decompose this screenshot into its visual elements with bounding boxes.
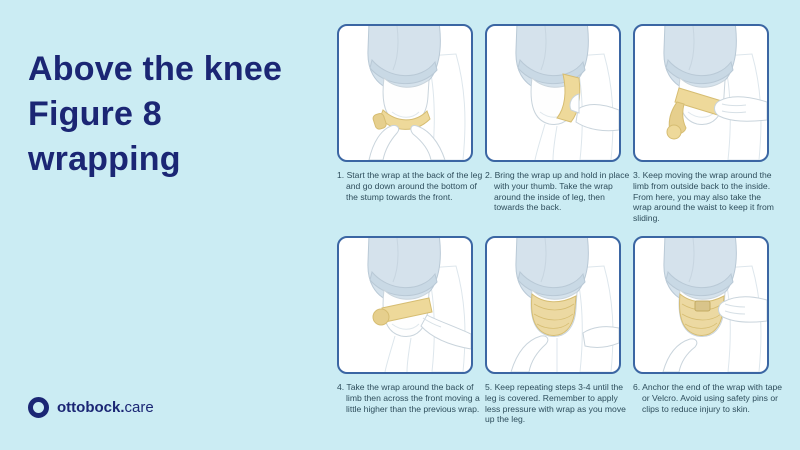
steps-grid bbox=[337, 24, 783, 448]
brand-logo bbox=[28, 397, 154, 418]
step-3-illustration bbox=[635, 26, 767, 160]
step-2-panel bbox=[485, 24, 621, 162]
ottobock-ring-icon bbox=[28, 397, 49, 418]
step-3-panel bbox=[633, 24, 769, 162]
step-3 bbox=[633, 24, 774, 236]
step-5 bbox=[485, 236, 626, 448]
step-6-panel bbox=[633, 236, 769, 374]
brand-name: ottobock.care bbox=[57, 399, 154, 416]
step-1-caption: 1. Start the wrap at the back of the leg and go down around the bottom of the stump towards the front. bbox=[337, 170, 483, 202]
step-2-illustration bbox=[487, 26, 619, 160]
step-5-caption: 5. Keep repeating steps 3-4 until the leg is covered. Remember to apply less pressure with wrap as you move up the leg. bbox=[485, 382, 626, 425]
step-4-illustration bbox=[339, 238, 471, 372]
step-6 bbox=[633, 236, 783, 448]
step-5-panel bbox=[485, 236, 621, 374]
step-1 bbox=[337, 24, 483, 236]
step-4-panel bbox=[337, 236, 473, 374]
step-6-illustration bbox=[635, 238, 767, 372]
step-5-illustration bbox=[487, 238, 619, 372]
step-1-illustration bbox=[339, 26, 471, 160]
step-2-caption: 2. Bring the wrap up and hold in place with your thumb. Take the wrap around the inside of leg, then towards the back. bbox=[485, 170, 630, 213]
step-4-caption: 4. Take the wrap around the back of limb then across the front moving a little higher than the previous wrap. bbox=[337, 382, 480, 414]
step-1-panel bbox=[337, 24, 473, 162]
step-2 bbox=[485, 24, 630, 236]
step-4 bbox=[337, 236, 480, 448]
step-6-caption: 6. Anchor the end of the wrap with tape or Velcro. Avoid using safety pins or clips to reduce injury to skin. bbox=[633, 382, 783, 414]
step-3-caption: 3. Keep moving the wrap around the limb from outside back to the inside. From here, you may also take the wrap around the waist to keep it from sliding. bbox=[633, 170, 774, 224]
page-title: Above the knee Figure 8 wrapping bbox=[28, 49, 283, 178]
